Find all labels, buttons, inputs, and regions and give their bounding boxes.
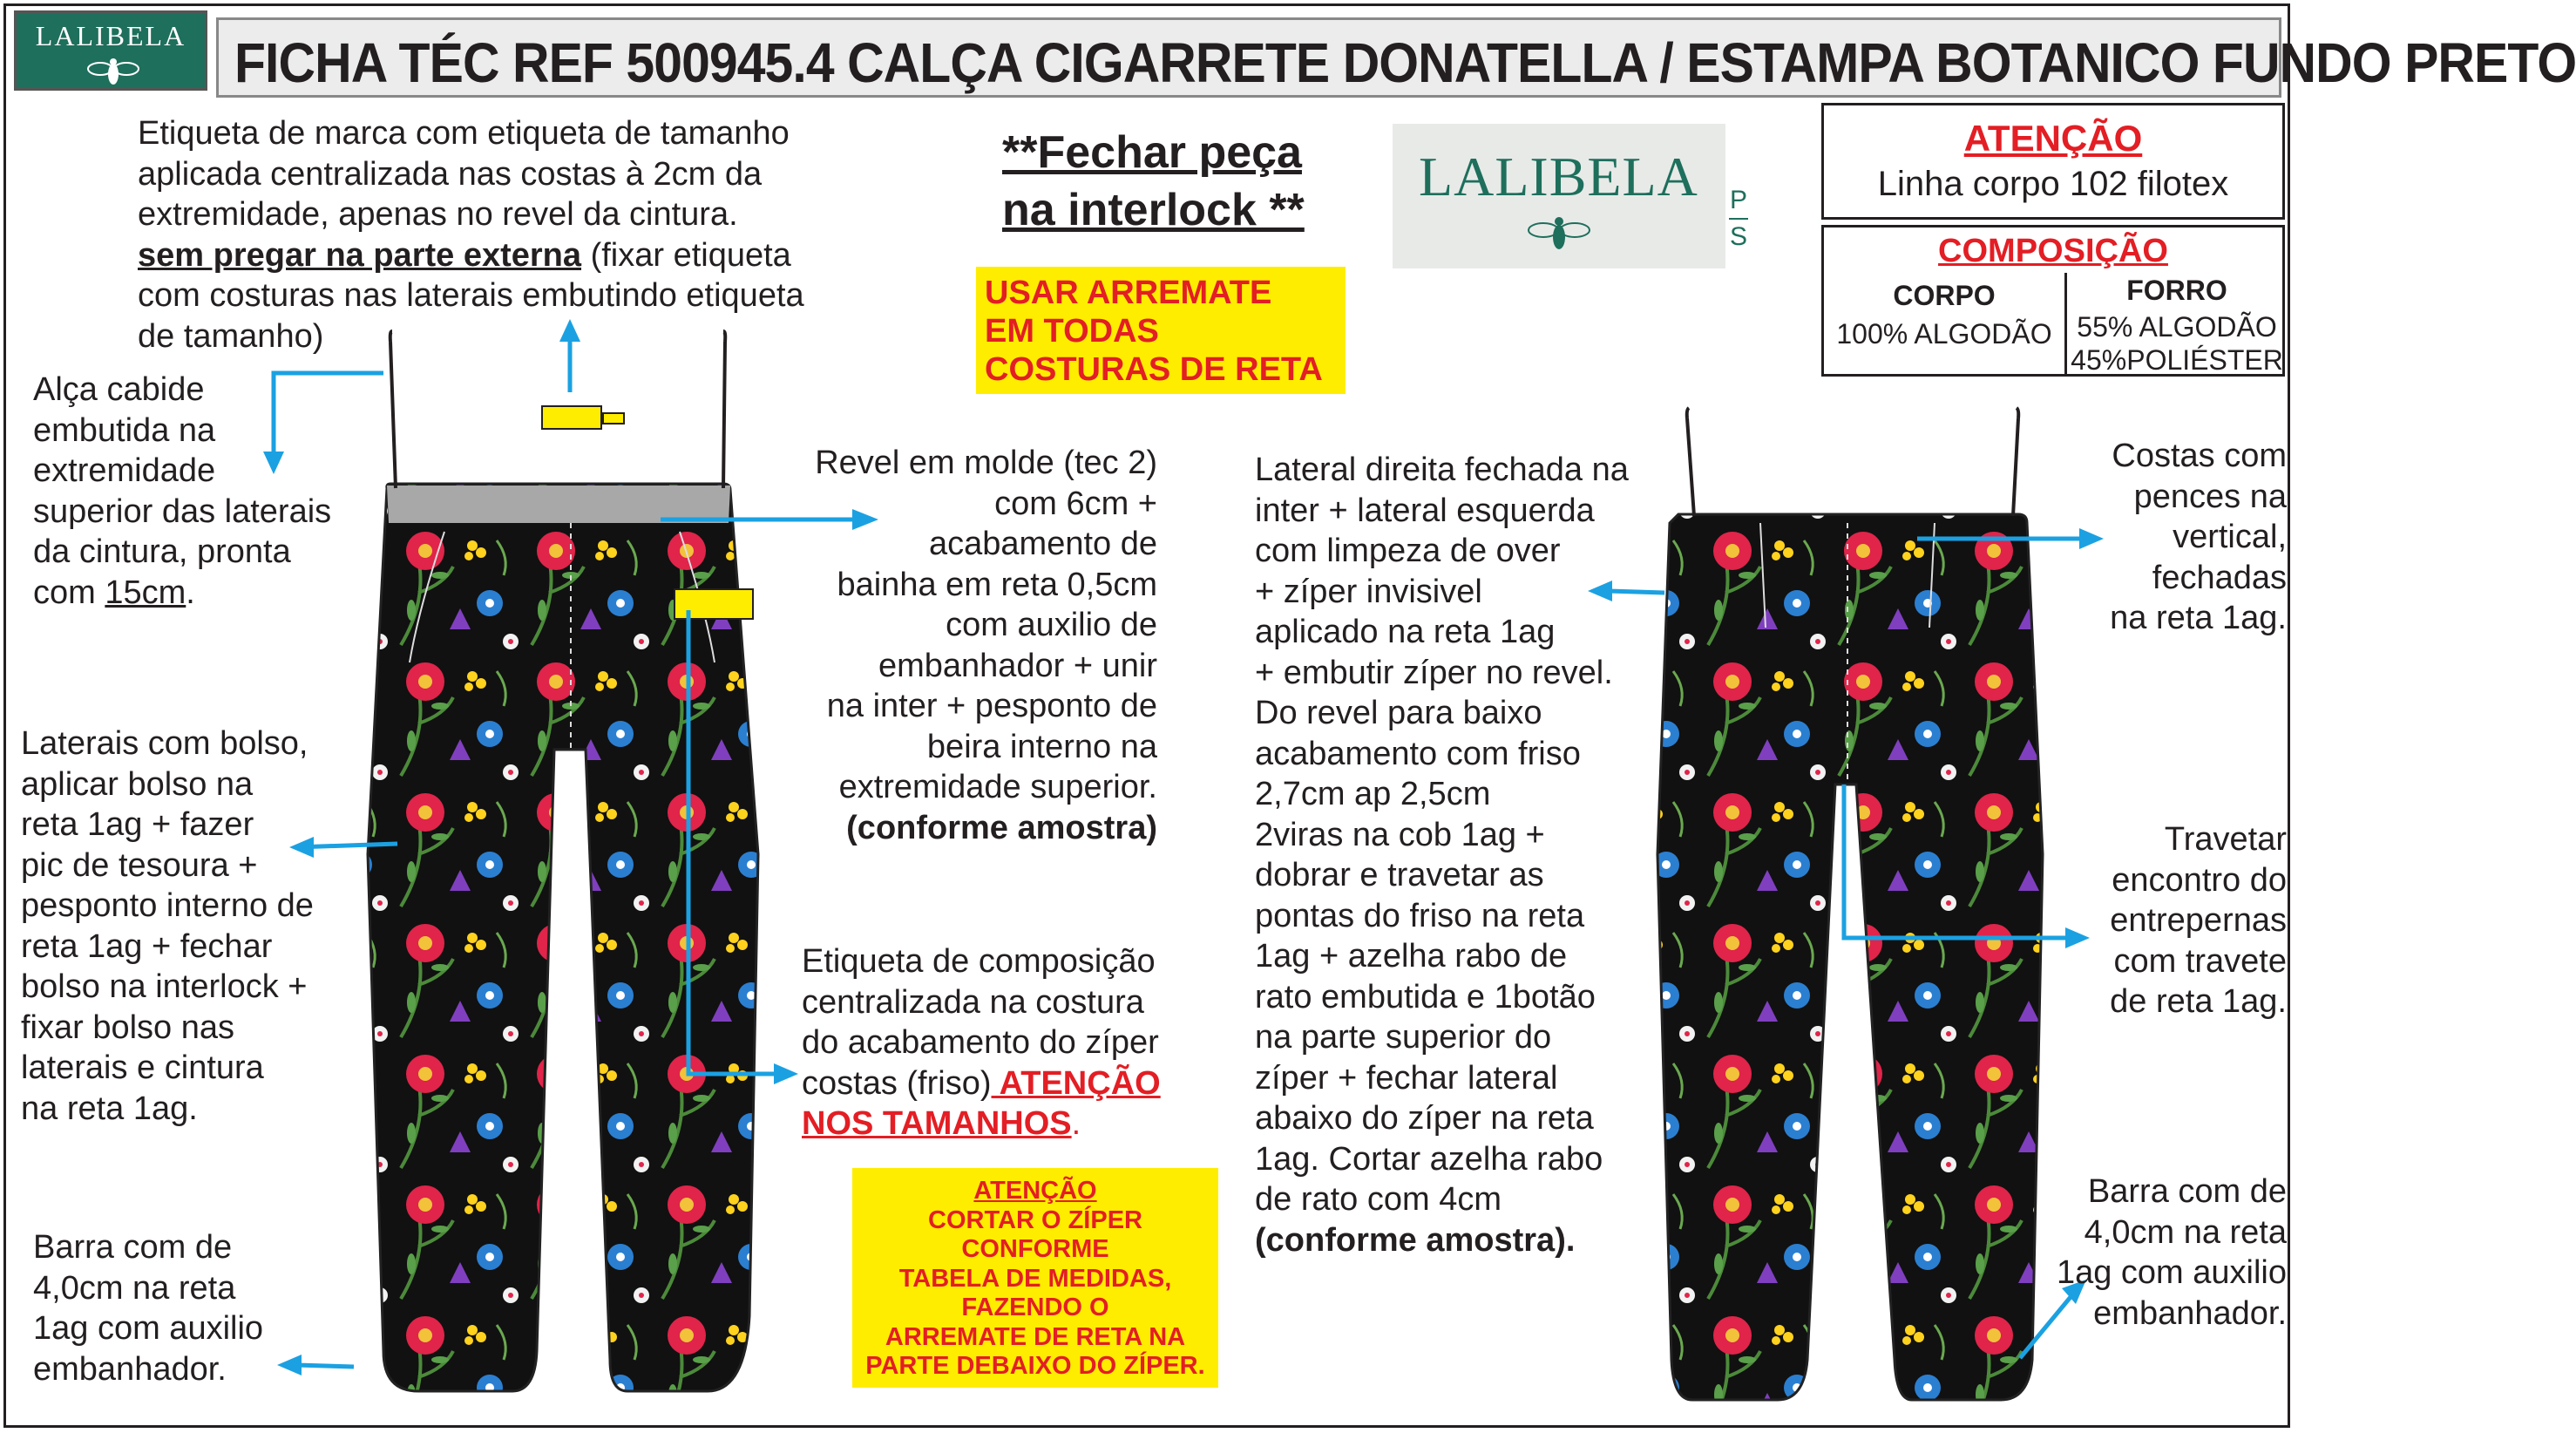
note-line: pences na <box>2133 478 2287 515</box>
note-line <box>802 1104 1161 1144</box>
note-text: costas (friso) <box>802 1064 992 1102</box>
note-text: . <box>186 574 195 611</box>
note-line: na parte superior do <box>1255 1019 1552 1056</box>
note-line: zíper + fechar lateral <box>1255 1059 1558 1097</box>
note-line: beira interno na <box>926 728 1157 765</box>
lining-label: FORRO <box>2126 275 2227 306</box>
note-line: 1ag. Cortar azelha rabo <box>1255 1140 1603 1178</box>
warning-line: EM TODAS <box>985 313 1159 350</box>
attention-title: ATENÇÃO <box>1963 118 2143 159</box>
note-line <box>802 1063 1161 1104</box>
note-line: embanhador. <box>2093 1294 2287 1332</box>
note-alert: ATENÇÃO <box>991 1064 1161 1102</box>
note-line: Etiqueta de marca com etiqueta de tamanho <box>138 115 790 152</box>
warning-line: TABELA DE MEDIDAS, <box>898 1264 1172 1293</box>
note-line: de reta 1ag. <box>2110 983 2287 1020</box>
zipper-warning-box <box>852 1168 1218 1388</box>
warning-line: CONFORME <box>961 1235 1109 1263</box>
note-line: Do revel para baixo <box>1255 695 1542 731</box>
warning-line: FAZENDO O <box>961 1294 1109 1321</box>
close-note-line: na interlock ** <box>1002 185 1305 235</box>
note-line: 1ag com auxilio <box>2056 1254 2287 1291</box>
note-line: pontas do friso na reta <box>1255 897 1585 934</box>
brand-label-note <box>138 113 804 357</box>
note-line: bainha em reta 0,5cm <box>837 566 1157 603</box>
note-line: pesponto interno de <box>21 887 314 924</box>
brand-ps-letter: S <box>1729 222 1747 251</box>
note-line: reta 1ag + fechar <box>21 927 273 965</box>
note-line: na reta 1ag. <box>2110 600 2287 636</box>
back-darts-note <box>2039 436 2287 639</box>
brand-ps-letter: P <box>1729 186 1747 214</box>
note-line: 2viras na cob 1ag + <box>1255 816 1545 853</box>
logo-text: LALIBELA <box>35 20 186 51</box>
note-line: com limpeza de over <box>1255 533 1561 569</box>
note-line: pic de tesoura + <box>21 846 258 884</box>
note-line: aplicar bolso na <box>21 765 254 803</box>
note-line: embanhador + unir <box>878 647 1157 684</box>
note-line: extremidade, apenas no revel da cintura. <box>138 196 738 233</box>
note-line: 2,7cm ap 2,5cm <box>1255 776 1491 812</box>
hem-note-front <box>33 1227 263 1389</box>
note-line: embanhador. <box>33 1350 227 1388</box>
front-pants-drawing <box>368 331 758 1391</box>
waist-facing-note <box>767 443 1157 848</box>
note-line: extremidade superior. <box>838 769 1157 805</box>
note-line: 1ag + azelha rabo de <box>1255 938 1568 975</box>
note-line: superior das laterais <box>33 492 332 530</box>
crotch-bartack-note <box>2039 819 2287 1022</box>
note-line: Barra com de <box>33 1229 233 1266</box>
note-line: fixar bolso nas <box>21 1009 235 1046</box>
note-line: Laterais com bolso, <box>21 725 308 762</box>
lining-value: 45%POLIÉSTER <box>2071 344 2283 376</box>
note-line: com 6cm + <box>994 485 1157 522</box>
brand-label-marker <box>542 406 601 429</box>
note-line: entrepernas <box>2110 902 2287 939</box>
arrow-head-icon <box>277 1355 302 1375</box>
note-line: rato embutida e 1botão <box>1255 978 1596 1015</box>
note-line: Revel em molde (tec 2) <box>815 445 1157 481</box>
side-seam-note <box>1255 450 1629 1260</box>
note-line: aplicada centralizada nas costas à 2cm da <box>138 155 763 193</box>
note-line: da cintura, pronta <box>33 533 291 570</box>
note-line: na reta 1ag. <box>21 1090 198 1127</box>
composition-label-note <box>802 941 1161 1144</box>
note-line: 1ag com auxilio <box>33 1310 264 1347</box>
note-line: embutida na <box>33 411 216 449</box>
note-line: 4,0cm na reta <box>2084 1213 2287 1251</box>
zipper-warning-title: ATENÇÃO <box>973 1177 1097 1205</box>
warning-line: ARREMATE DE RETA NA <box>885 1322 1186 1351</box>
note-line: reta 1ag + fazer <box>21 806 254 843</box>
warning-line: COSTURAS DE RETA <box>985 351 1323 388</box>
note-line: laterais e cintura <box>21 1049 264 1086</box>
note-line: + zíper invisivel <box>1255 573 1482 610</box>
note-line: de tamanho) <box>138 317 324 355</box>
note-line: do acabamento do zíper <box>802 1024 1159 1061</box>
note-line: de rato com 4cm <box>1255 1181 1502 1218</box>
brand-word: LALIBELA <box>1419 146 1698 207</box>
page-title: FICHA TÉC REF 500945.4 CALÇA CIGARRETE DONATELLA / ESTAMPA BOTANICO FUNDO PRETO <box>234 31 2576 94</box>
note-line: Barra com de <box>2087 1173 2287 1210</box>
note-line: + embutir zíper no revel. <box>1255 654 1613 691</box>
note-line: Travetar <box>2164 821 2287 858</box>
size-label-marker <box>603 413 624 424</box>
back-pants-drawing <box>1657 408 2043 1400</box>
note-line: 4,0cm na reta <box>33 1269 236 1307</box>
note-line: acabamento com friso <box>1255 735 1581 772</box>
note-line: (conforme amostra) <box>846 809 1157 846</box>
note-line: aplicado na reta 1ag <box>1255 614 1556 650</box>
body-label: CORPO <box>1893 280 1996 311</box>
note-line: fechadas <box>2152 559 2287 596</box>
pocket-note <box>21 723 314 1129</box>
note-line: abaixo do zíper na reta <box>1255 1100 1594 1137</box>
note-text: . <box>1071 1105 1081 1142</box>
note-line: (conforme amostra). <box>1255 1221 1576 1259</box>
warning-line: PARTE DEBAIXO DO ZÍPER. <box>865 1352 1205 1380</box>
arrow-head-icon <box>774 1063 798 1084</box>
note-text: (fixar etiqueta <box>581 236 791 274</box>
note-text: com <box>33 574 105 611</box>
note-line <box>138 235 804 276</box>
thread-spec: Linha corpo 102 filotex <box>1877 165 2229 203</box>
hem-note-back <box>2004 1172 2287 1334</box>
note-line: Etiqueta de composição <box>802 943 1156 980</box>
warning-line: USAR ARREMATE <box>985 275 1272 311</box>
note-line: Alça cabide <box>33 371 205 408</box>
warning-line: CORTAR O ZÍPER <box>928 1205 1142 1234</box>
note-emphasis: sem pregar na parte externa <box>138 236 582 274</box>
note-line: inter + lateral esquerda <box>1255 492 1595 529</box>
note-alert: NOS TAMANHOS <box>802 1105 1072 1142</box>
note-line: encontro do <box>2112 861 2287 899</box>
note-line: acabamento de <box>929 526 1157 562</box>
note-line: na inter + pesponto de <box>826 688 1157 724</box>
note-line: bolso na interlock + <box>21 968 308 1005</box>
note-emphasis: 15cm <box>105 574 186 611</box>
note-line: Costas com <box>2112 438 2287 474</box>
note-line: vertical, <box>2173 519 2287 555</box>
arrow-line <box>296 1365 354 1367</box>
note-line: com travete <box>2113 942 2287 980</box>
note-line: dobrar e travetar as <box>1255 857 1544 893</box>
composition-title: COMPOSIÇÃO <box>1938 233 2168 269</box>
note-line: com auxilio de <box>946 607 1157 643</box>
hanger-loop-note <box>33 370 331 613</box>
note-line: extremidade <box>33 452 216 489</box>
close-note-line: **Fechar peça <box>1002 127 1302 178</box>
note-line: centralizada na costura <box>802 983 1144 1021</box>
note-line: Lateral direita fechada na <box>1255 452 1629 488</box>
note-line: com costuras nas laterais embutindo etiqueta <box>138 277 804 314</box>
note-line <box>33 573 331 614</box>
body-value: 100% ALGODÃO <box>1836 318 2052 350</box>
lining-value: 55% ALGODÃO <box>2077 311 2277 343</box>
